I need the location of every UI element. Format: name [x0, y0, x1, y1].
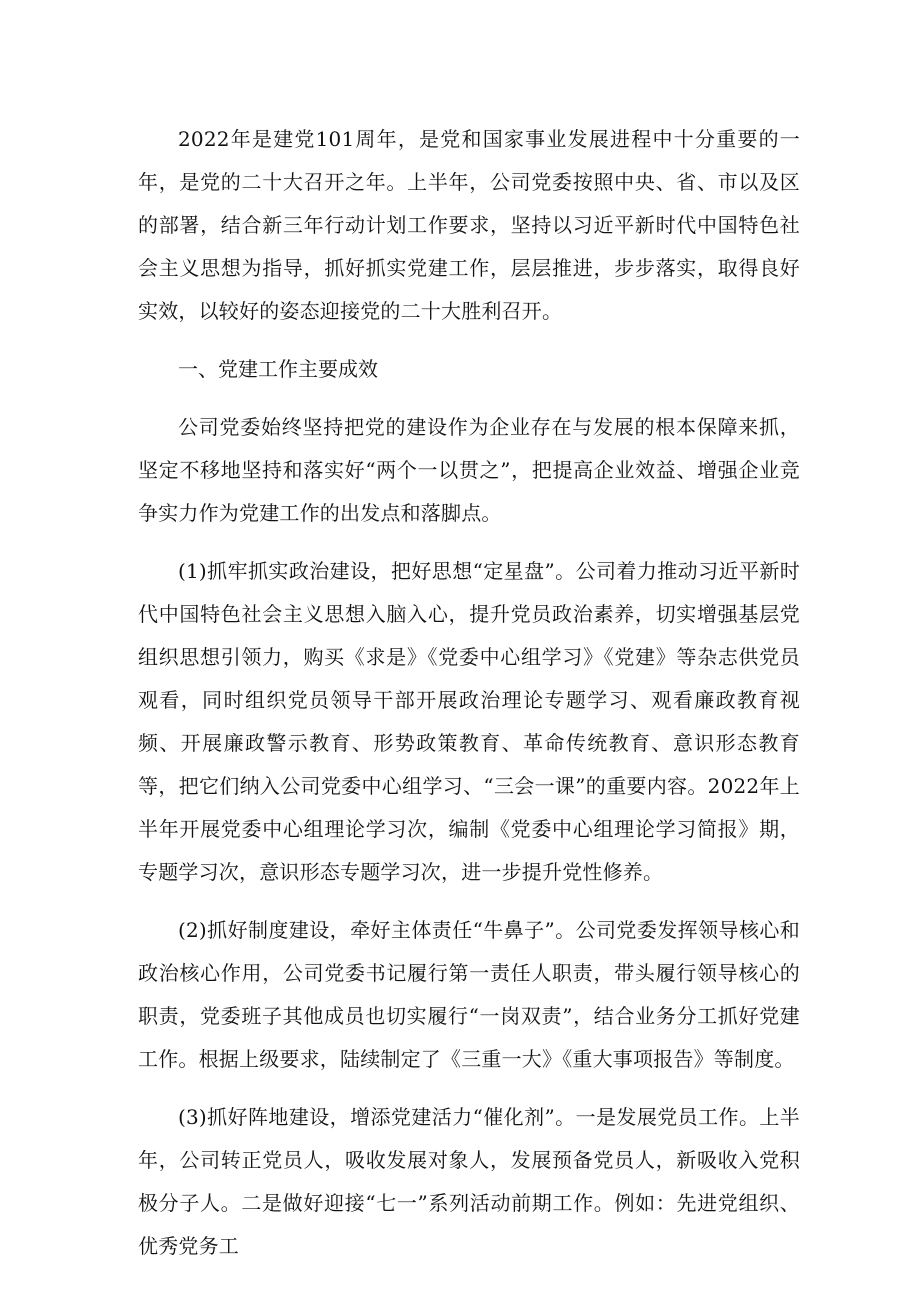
summary-paragraph: 公司党委始终坚持把党的建设作为企业存在与发展的根本保障来抓，坚定不移地坚持和落实好“两个一以贯之”，把提高企业效益、增强企业竞争实力作为党建工作的出发点和落脚点。 — [138, 415, 800, 525]
intro-paragraph: 2022年是建党101周年，是党和国家事业发展进程中十分重要的一年，是党的二十大召开之年。上半年，公司党委按照中央、省、市以及区的部署，结合新三年行动计划工作要求，坚持以习近平新时代中国特色社会主义思想为指导，抓好抓实党建工作，层层推进，步步落实，取得良好实效，以较好的姿态迎接党的二十大胜利召开。 — [138, 127, 800, 323]
document-body — [138, 118, 800, 1268]
system-building-paragraph: (2)抓好制度建设，牵好主体责任“牛鼻子”。公司党委发挥领导核心和政治核心作用，公司党委书记履行第一责任人职责，带头履行领导核心的职责，党委班子其他成员也切实履行“一岗双责”，结合业务分工抓好党建工作。根据上级要求，陆续制定了《三重一大》《重大事项报告》等制度。 — [138, 918, 800, 1071]
political-building-paragraph: (1)抓牢抓实政治建设，把好思想“定星盘”。公司着力推动习近平新时代中国特色社会主义思想入脑入心，提升党员政治素养，切实增强基层党组织思想引领力，购买《求是》《党委中心组学习》《党建》等杂志供党员观看，同时组织党员领导干部开展政治理论专题学习、观看廉政教育视频、开展廉政警示教育、形势政策教育、革命传统教育、意识形态教育等，把它们纳入公司党委中心组学习、“三会一课”的重要内容。2022年上半年开展党委中心组理论学习次，编制《党委中心组理论学习简报》期，专题学习次，意识形态专题学习次，进一步提升党性修养。 — [138, 559, 800, 884]
section-heading: 一、党建工作主要成效 — [178, 357, 378, 381]
position-building-paragraph: (3)抓好阵地建设，增添党建活力“催化剂”。一是发展党员工作。上半年，公司转正党员人，吸收发展对象人，发展预备党员人，新吸收入党积极分子人。二是做好迎接“七一”系列活动前期工作。例如：先进党组织、优秀党务工 — [138, 1105, 800, 1258]
